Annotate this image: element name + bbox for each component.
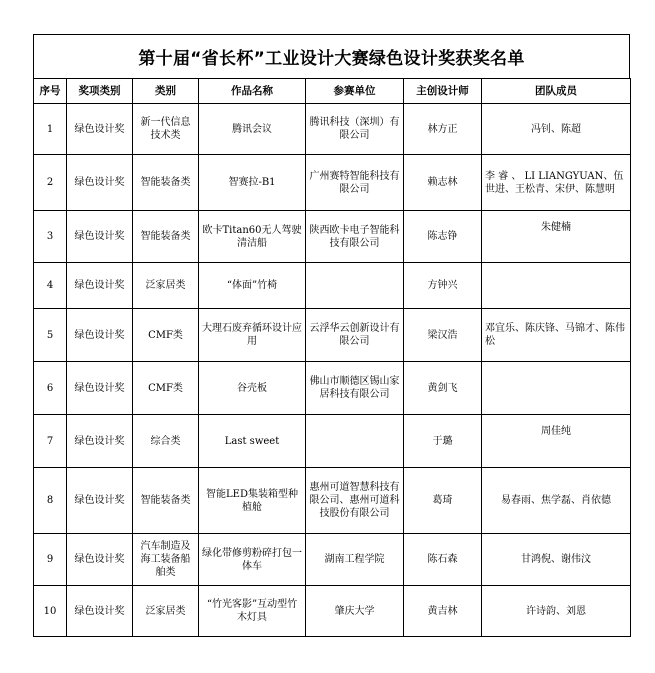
table-row (34, 263, 631, 309)
cell-work: 智能LED集装箱型种植舱 (199, 468, 306, 534)
cell-designer: 陈志铮 (404, 211, 482, 263)
cell-org: 云浮华云创新设计有限公司 (306, 309, 404, 362)
cell-category: 泛家居类 (133, 586, 199, 637)
cell-org: 腾讯科技（深圳）有限公司 (306, 104, 404, 155)
cell-no: 8 (34, 468, 67, 534)
cell-team (482, 263, 631, 309)
cell-work: 谷壳板 (199, 362, 306, 415)
cell-award: 绿色设计奖 (67, 534, 133, 586)
header-designer: 主创设计师 (404, 79, 482, 104)
cell-category: 汽车制造及海工装备船舶类 (133, 534, 199, 586)
table-row (34, 309, 631, 362)
table-row (34, 362, 631, 415)
cell-org: 肇庆大学 (306, 586, 404, 637)
cell-award: 绿色设计奖 (67, 586, 133, 637)
cell-no: 1 (34, 104, 67, 155)
cell-category: 综合类 (133, 415, 199, 468)
cell-category: CMF类 (133, 362, 199, 415)
table-row (34, 468, 631, 534)
cell-category: 泛家居类 (133, 263, 199, 309)
cell-team: 邓宜乐、陈庆锋、马锦才、陈伟松 (482, 309, 631, 362)
cell-work: Last sweet (199, 415, 306, 468)
cell-no: 7 (34, 415, 67, 468)
table-row (34, 211, 631, 263)
cell-designer: 葛琦 (404, 468, 482, 534)
cell-org: 陕西欧卡电子智能科技有限公司 (306, 211, 404, 263)
cell-designer: 黄吉林 (404, 586, 482, 637)
cell-team (482, 362, 631, 415)
cell-award: 绿色设计奖 (67, 309, 133, 362)
cell-category: CMF类 (133, 309, 199, 362)
header-team: 团队成员 (482, 79, 631, 104)
cell-org: 湖南工程学院 (306, 534, 404, 586)
cell-designer: 梁汉浩 (404, 309, 482, 362)
cell-work: 大理石废弃循环设计应用 (199, 309, 306, 362)
header-category: 类别 (133, 79, 199, 104)
header-org: 参赛单位 (306, 79, 404, 104)
cell-no: 2 (34, 155, 67, 211)
cell-designer: 赖志林 (404, 155, 482, 211)
header-work: 作品名称 (199, 79, 306, 104)
cell-no: 6 (34, 362, 67, 415)
cell-work: 腾讯会议 (199, 104, 306, 155)
cell-team: 朱健楠 (482, 211, 631, 263)
cell-award: 绿色设计奖 (67, 362, 133, 415)
table-row (34, 415, 631, 468)
cell-no: 9 (34, 534, 67, 586)
cell-no: 3 (34, 211, 67, 263)
cell-team: 周佳纯 (482, 415, 631, 468)
cell-work: 智赛拉-B1 (199, 155, 306, 211)
header-award: 奖项类别 (67, 79, 133, 104)
cell-team: 李 睿 、 LI LIANGYUAN、伍世进、王松青、宋伊、陈慧明 (482, 155, 631, 211)
cell-no: 4 (34, 263, 67, 309)
cell-org (306, 415, 404, 468)
award-table (33, 78, 631, 637)
cell-team: 许诗韵、刘恩 (482, 586, 631, 637)
cell-award: 绿色设计奖 (67, 468, 133, 534)
table-row (34, 155, 631, 211)
cell-designer: 方钟兴 (404, 263, 482, 309)
cell-work: 绿化带修剪粉碎打包一体车 (199, 534, 306, 586)
cell-work: 欧卡Titan60无人驾驶清洁船 (199, 211, 306, 263)
cell-org: 广州赛特智能科技有限公司 (306, 155, 404, 211)
cell-award: 绿色设计奖 (67, 211, 133, 263)
cell-work: “体面”竹椅 (199, 263, 306, 309)
cell-category: 智能装备类 (133, 468, 199, 534)
cell-no: 5 (34, 309, 67, 362)
cell-designer: 林方正 (404, 104, 482, 155)
cell-award: 绿色设计奖 (67, 104, 133, 155)
cell-designer: 陈石森 (404, 534, 482, 586)
cell-team: 甘鸿倪、谢伟汶 (482, 534, 631, 586)
cell-designer: 于璐 (404, 415, 482, 468)
table-row (34, 534, 631, 586)
cell-designer: 黄剑飞 (404, 362, 482, 415)
cell-award: 绿色设计奖 (67, 415, 133, 468)
table-header-row (34, 79, 631, 104)
cell-work: “竹光客影”互动型竹木灯具 (199, 586, 306, 637)
cell-category: 新一代信息技术类 (133, 104, 199, 155)
cell-award: 绿色设计奖 (67, 155, 133, 211)
header-no: 序号 (34, 79, 67, 104)
cell-category: 智能装备类 (133, 211, 199, 263)
cell-no: 10 (34, 586, 67, 637)
page-title: 第十届“省长杯”工业设计大赛绿色设计奖获奖名单 (33, 34, 630, 78)
cell-org: 佛山市顺德区锡山家居科技有限公司 (306, 362, 404, 415)
award-list-sheet (33, 34, 630, 637)
cell-award: 绿色设计奖 (67, 263, 133, 309)
table-row (34, 586, 631, 637)
cell-category: 智能装备类 (133, 155, 199, 211)
cell-org: 惠州可道智慧科技有限公司、惠州可道科技股份有限公司 (306, 468, 404, 534)
cell-org (306, 263, 404, 309)
cell-team: 冯钊、陈超 (482, 104, 631, 155)
table-row (34, 104, 631, 155)
cell-team: 易春雨、焦学磊、肖依德 (482, 468, 631, 534)
